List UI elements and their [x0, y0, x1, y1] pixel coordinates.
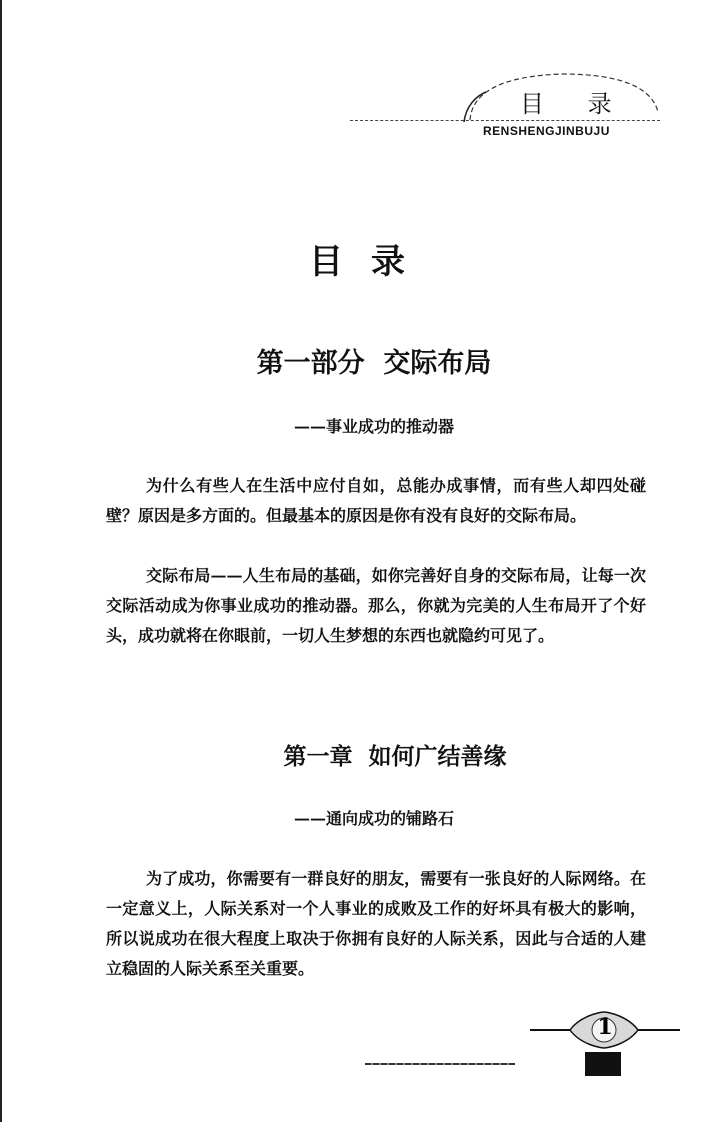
- part-paragraph-1: 为什么有些人在生活中应付自如，总能办成事情，而有些人却四处碰壁？原因是多方面的。但最基本的原因是你有没有良好的交际布局。: [106, 476, 646, 525]
- page-number: 1: [597, 1014, 613, 1040]
- page-number-block: [585, 1052, 621, 1076]
- page-title: 目录: [309, 242, 433, 282]
- header-rule: [350, 120, 660, 122]
- running-header-title: 目 录: [520, 90, 630, 118]
- part-subtitle: ——事业成功的推动器: [293, 417, 454, 436]
- running-header-subtitle: RENSHENGJINBUJU: [483, 124, 610, 138]
- part-title: 第一部分 交际布局: [256, 348, 492, 379]
- footer-rule: [365, 1063, 515, 1065]
- page-edge-line: [0, 0, 2, 1122]
- chapter-paragraph-1: 为了成功，你需要有一群良好的朋友，需要有一张良好的人际网络。在一定意义上，人际关系对一个人事业的成败及工作的好坏具有极大的影响，所以说成功在很大程度上取决于你拥有良好的人际关系，因此与合适的人建立稳固的人际关系至关重要。: [106, 869, 646, 978]
- chapter-subtitle: ——通向成功的铺路石: [293, 809, 454, 828]
- chapter-title: 第一章 如何广结善缘: [283, 744, 507, 770]
- part-paragraph-2: 交际布局——人生布局的基础，如你完善好自身的交际布局，让每一次交际活动成为你事业成功的推动器。那么，你就为完美的人生布局开了个好头，成功就将在你眼前，一切人生梦想的东西也就隐约可见了。: [106, 566, 646, 645]
